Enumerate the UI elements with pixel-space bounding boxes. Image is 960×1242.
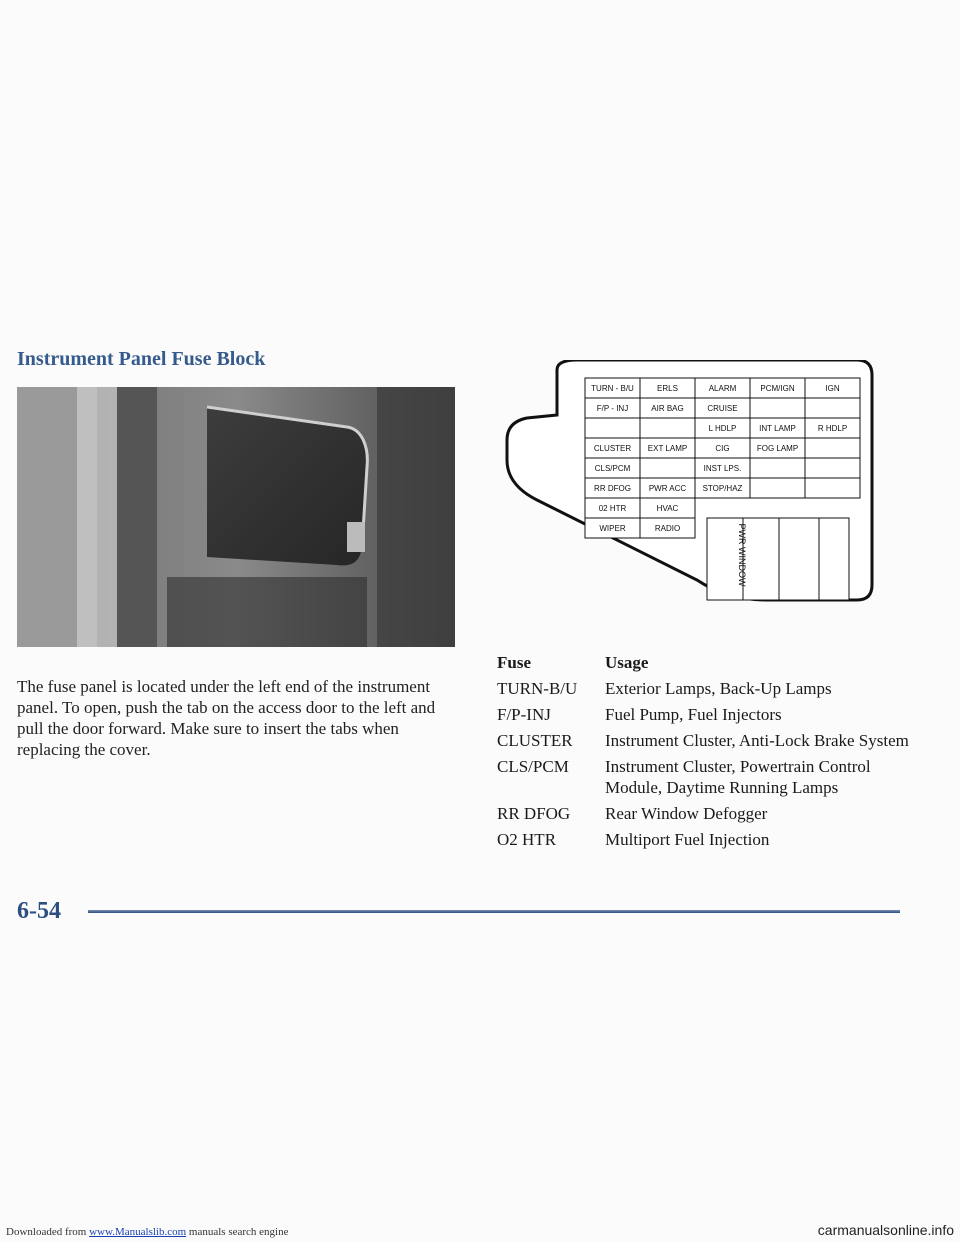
fuse-block-diagram [497, 360, 877, 610]
fuse-slot-vertical [743, 518, 779, 600]
fuse-panel-photo-image [17, 387, 455, 647]
fuse-slot-label: PWR ACC [648, 484, 687, 493]
fuse-row [497, 803, 917, 824]
watermark: carmanualsonline.info [817, 1222, 954, 1238]
pwr-window-label: PWR WINDOW [737, 523, 747, 587]
fuse-slot-label: FOG LAMP [756, 444, 799, 453]
fuse-name: O2 HTR [497, 830, 557, 849]
fuse-slot-label: INST LPS. [703, 464, 742, 473]
fuse-usage-table [497, 652, 917, 855]
fuse-slot-label: L HDLP [708, 424, 737, 433]
fuse-row [497, 829, 917, 850]
fuse-name: TURN-B/U [497, 679, 578, 698]
fuse-slot-label: ALARM [708, 384, 737, 393]
fuse-slot-label: PCM/IGN [760, 384, 795, 393]
fuse-usage: Multiport Fuel Injection [605, 830, 770, 849]
fuse-row [497, 730, 917, 751]
fuse-slot [805, 478, 860, 498]
fuse-slot-label: INT LAMP [759, 424, 796, 433]
fuse-table-header [497, 652, 917, 673]
fuse-slot-label: HVAC [656, 504, 679, 513]
fuse-slot-label: 02 HTR [598, 504, 627, 513]
fuse-usage: Instrument Cluster, Powertrain Control Module, Daytime Running Lamps [605, 757, 871, 797]
fuse-slot-label: CIG [715, 444, 730, 453]
fuse-slot [805, 438, 860, 458]
usage-column-header: Usage [605, 653, 649, 672]
fuse-slot [750, 398, 805, 418]
fuse-slot [585, 418, 640, 438]
page-number: 6-54 [17, 898, 61, 924]
fuse-usage: Fuel Pump, Fuel Injectors [605, 705, 782, 724]
fuse-usage: Rear Window Defogger [605, 804, 768, 823]
footer-rule [88, 910, 900, 913]
fuse-slot-label: WIPER [599, 524, 626, 533]
fuse-slot [750, 478, 805, 498]
fuse-slot-vertical [779, 518, 819, 600]
fuse-slot-label: ERLS [657, 384, 678, 393]
fuse-panel-photo [17, 387, 455, 647]
fuse-slot [640, 458, 695, 478]
download-prefix: Downloaded from [6, 1226, 90, 1238]
fuse-row [497, 678, 917, 699]
fuse-name: F/P-INJ [497, 705, 551, 724]
fuse-slot-label: RR DFOG [594, 484, 631, 493]
fuse-slot-label: CRUISE [707, 404, 738, 413]
fuse-slot-label: RADIO [654, 524, 681, 533]
fuse-usage: Exterior Lamps, Back-Up Lamps [605, 679, 832, 698]
fuse-slot-label: TURN - B/U [591, 384, 634, 393]
fuse-slot-label: R HDLP [817, 424, 848, 433]
fuse-slot-vertical [819, 518, 849, 600]
fuse-slot-label: AIR BAG [651, 404, 684, 413]
section-title: Instrument Panel Fuse Block [17, 348, 266, 370]
fuse-slot [805, 398, 860, 418]
intro-paragraph: The fuse panel is located under the left end of the instrument panel. To open, push the tab on the access door to the left and pull the door forward. Make sure to insert the tabs when replacing the cover. [17, 677, 436, 759]
fuse-slot-label: F/P - INJ [596, 404, 629, 413]
download-note [6, 1226, 288, 1238]
fuse-name: CLS/PCM [497, 757, 569, 776]
fuse-slot-label: CLUSTER [593, 444, 632, 453]
fuse-slot-label: IGN [825, 384, 840, 393]
fuse-slot-label: CLS/PCM [594, 464, 631, 473]
fuse-name: CLUSTER [497, 731, 573, 750]
fuse-slot [805, 458, 860, 478]
fuse-slot [640, 418, 695, 438]
fuse-slot-label: STOP/HAZ [702, 484, 743, 493]
fuse-slot-label: EXT LAMP [647, 444, 688, 453]
fuse-column-header: Fuse [497, 653, 531, 672]
fuse-block-svg [497, 360, 877, 610]
manualslib-link[interactable]: www.Manualslib.com [89, 1226, 187, 1238]
download-suffix: manuals search engine [186, 1226, 289, 1238]
fuse-usage: Instrument Cluster, Anti-Lock Brake System [605, 731, 909, 750]
fuse-row [497, 704, 917, 725]
fuse-slot [750, 458, 805, 478]
fuse-row [497, 756, 917, 798]
fuse-name: RR DFOG [497, 804, 571, 823]
